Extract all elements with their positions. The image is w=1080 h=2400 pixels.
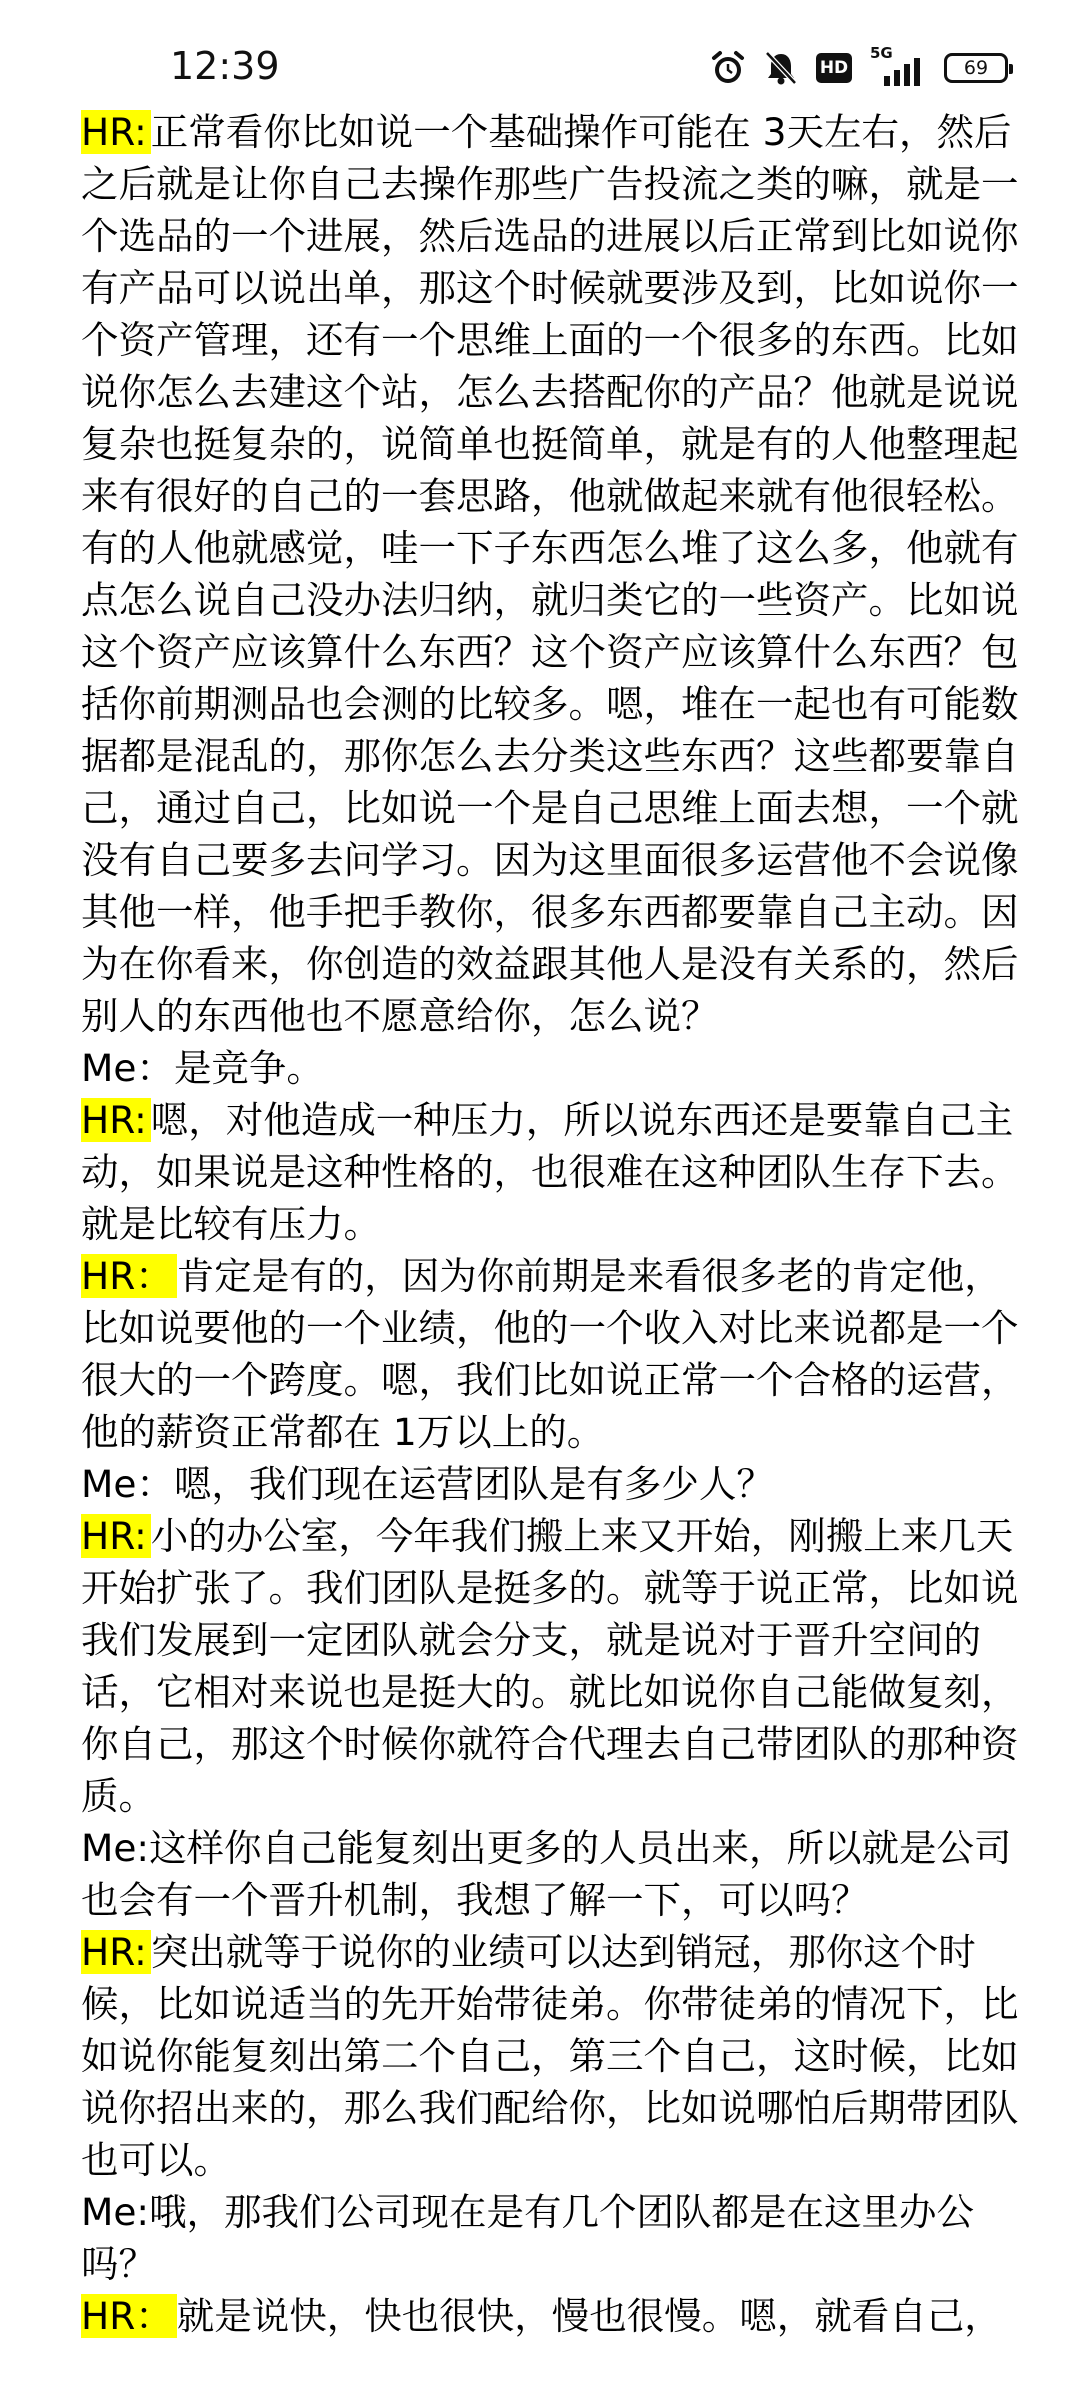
hd-icon: HD (816, 53, 852, 83)
turn-text: 嗯，对他造成一种压力，所以说东西还是要靠自己主动，如果说是这种性格的，也很难在这种团队生存下去。就是比较有压力。 (81, 1098, 1019, 1246)
speaker-label: HR: (81, 110, 151, 154)
speaker-label: HR： (81, 1254, 177, 1298)
battery-icon (944, 53, 1008, 83)
turn-text: 哦，那我们公司现在是有几个团队都是在这里办公吗？ (81, 2190, 975, 2286)
bell-muted-icon (764, 50, 798, 86)
speaker-label: HR: (81, 1514, 151, 1558)
signal-5g-icon: 5G (870, 50, 926, 86)
transcript-turn-hr (81, 1926, 1026, 2186)
speaker-label: HR: (81, 1098, 151, 1142)
transcript-turn-me (81, 1822, 1026, 1926)
turn-text: 小的办公室，今年我们搬上来又开始，刚搬上来几天开始扩张了。我们团队是挺多的。就等于说正常，比如说我们发展到一定团队就会分支，就是说对于晋升空间的话，它相对来说也是挺大的。就比如说你自己能做复刻，你自己，那这个时候你就符合代理去自己带团队的那种资质。 (81, 1514, 1019, 1818)
transcript-turn-me (81, 1042, 1026, 1094)
turn-text: 就是说快，快也很快，慢也很慢。嗯，就看自己， (176, 2294, 1002, 2338)
speaker-label: Me： (81, 1462, 174, 1506)
transcript-turn-hr (81, 1250, 1026, 1458)
speaker-label: Me: (81, 1826, 150, 1870)
turn-text: 突出就等于说你的业绩可以达到销冠，那你这个时候，比如说适当的先开始带徒弟。你带徒弟的情况下，比如说你能复刻出第二个自己，第三个自己，这时候，比如说你招出来的，那么我们配给你，比如说哪怕后期带团队也可以。 (81, 1930, 1019, 2182)
transcript-turn-hr (81, 1510, 1026, 1822)
turn-text: 正常看你比如说一个基础操作可能在 3天左右，然后之后就是让你自己去操作那些广告投流之类的嘛，就是一个选品的一个进展，然后选品的进展以后正常到比如说你有产品可以说出单，那这个时候就要涉及到，比如说你一个资产管理，还有一个思维上面的一个很多的东西。比如说你怎么去建这个站，怎么去搭配你的产品？他就是说说复杂也挺复杂的，说简单也挺简单，就是有的人他整理起来有很好的自己的一套思路，他就做起来就有他很轻松。有的人他就感觉，哇一下子东西怎么堆了这么多，他就有点怎么说自己没办法归纳，就归类它的一些资产。比如说这个资产应该算什么东西？这个资产应该算什么东西？包括你前期测品也会测的比较多。嗯，堆在一起也有可能数据都是混乱的，那你怎么去分类这些东西？这些都要靠自己，通过自己，比如说一个是自己思维上面去想，一个就没有自己要多去问学习。因为这里面很多运营他不会说像其他一样，他手把手教你，很多东西都要靠自己主动。因为在你看来，你创造的效益跟其他人是没有关系的，然后别人的东西他也不愿意给你，怎么说？ (81, 110, 1019, 1038)
speaker-label: HR: (81, 1930, 151, 1974)
transcript-turn-hr (81, 106, 1026, 1042)
battery-level: 69 (963, 57, 989, 79)
turn-text: 嗯，我们现在运营团队是有多少人？ (173, 1462, 774, 1506)
transcript-turn-me (81, 1458, 1026, 1510)
speaker-label: HR： (81, 2294, 177, 2338)
status-time: 12:39 (170, 44, 280, 88)
turn-text: 肯定是有的，因为你前期是来看很多老的肯定他，比如说要他的一个业绩，他的一个收入对比来说都是一个很大的一个跨度。嗯，我们比如说正常一个合格的运营，他的薪资正常都在 1万以上的。 (81, 1254, 1019, 1454)
transcript-turn-hr (81, 2290, 1026, 2342)
transcript-turn-hr (81, 1094, 1026, 1250)
turn-text: 是竞争。 (173, 1046, 324, 1090)
status-icons (710, 44, 1008, 88)
transcript-turn-me (81, 2186, 1026, 2290)
transcript (81, 106, 1026, 2342)
alarm-clock-icon (710, 50, 746, 86)
speaker-label: Me： (81, 1046, 174, 1090)
speaker-label: Me: (81, 2190, 150, 2234)
turn-text: 这样你自己能复刻出更多的人员出来，所以就是公司也会有一个晋升机制，我想了解一下，可以吗？ (81, 1826, 1012, 1922)
